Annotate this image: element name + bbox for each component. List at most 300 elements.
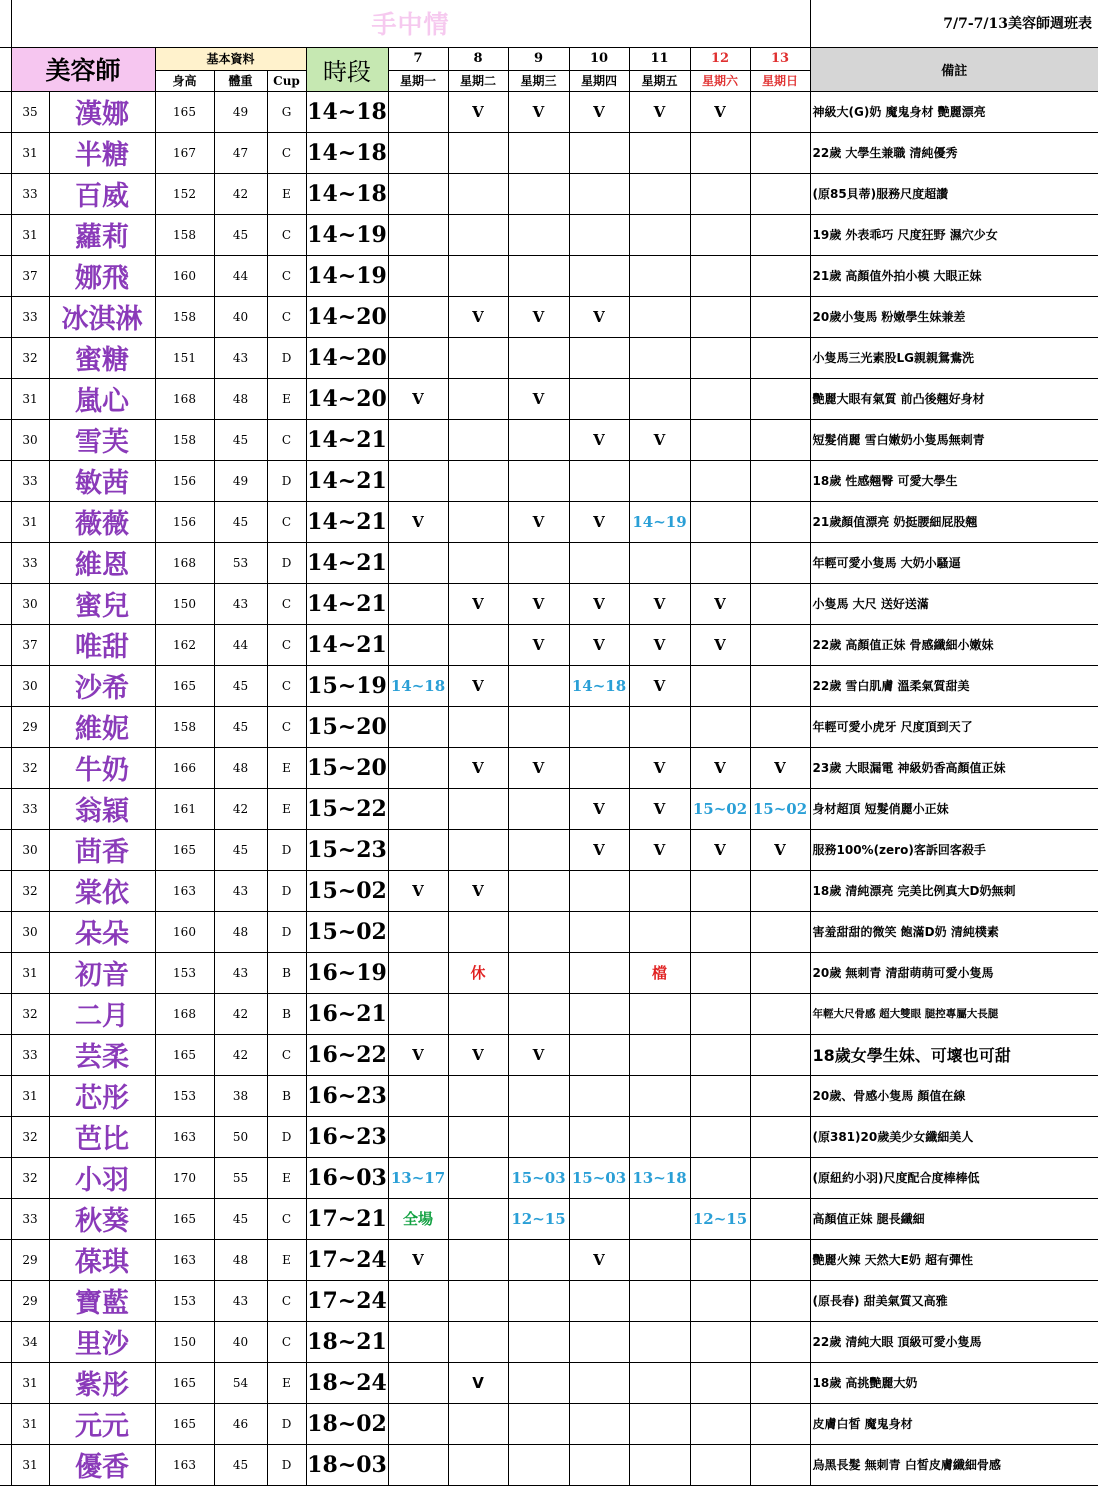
row-margin [0, 665, 11, 706]
height-cell: 170 [155, 1157, 214, 1198]
note-cell: 神級大(G)奶 魔鬼身材 艷麗漂亮 [810, 91, 1098, 132]
header-date-4: 11 [629, 47, 690, 70]
age-cell: 30 [11, 419, 49, 460]
table-row [0, 706, 1098, 747]
schedule-cell-day-4: 13~18 [629, 1157, 690, 1198]
schedule-cell-day-6 [750, 1239, 810, 1280]
weight-cell: 42 [214, 173, 267, 214]
schedule-cell-day-1 [448, 214, 508, 255]
row-margin [0, 91, 11, 132]
table-row [0, 993, 1098, 1034]
schedule-cell-day-2 [508, 337, 569, 378]
beautician-name: 牛奶 [49, 747, 155, 788]
height-cell: 165 [155, 1362, 214, 1403]
schedule-cell-day-5 [690, 337, 750, 378]
schedule-cell-day-1 [448, 1239, 508, 1280]
age-cell: 32 [11, 1116, 49, 1157]
table-row [0, 501, 1098, 542]
schedule-cell-day-1 [448, 1280, 508, 1321]
header-notes: 備註 [810, 47, 1098, 91]
weight-cell: 49 [214, 460, 267, 501]
schedule-cell-day-6 [750, 1157, 810, 1198]
age-cell: 31 [11, 1403, 49, 1444]
note-cell: 20歲 無刺青 清甜萌萌可愛小隻馬 [810, 952, 1098, 993]
header-date-5: 12 [690, 47, 750, 70]
note-cell: 22歲 高顏值正妹 骨感纖細小嫩妹 [810, 624, 1098, 665]
schedule-cell-day-4: V [629, 419, 690, 460]
schedule-cell-day-6: V [750, 829, 810, 870]
age-cell: 31 [11, 1444, 49, 1485]
weight-cell: 49 [214, 91, 267, 132]
age-cell: 30 [11, 583, 49, 624]
schedule-cell-day-1: V [448, 583, 508, 624]
schedule-cell-day-2 [508, 132, 569, 173]
age-cell: 31 [11, 378, 49, 419]
note-cell: (原85貝蒂)服務尺度超讚 [810, 173, 1098, 214]
cup-cell: C [267, 296, 306, 337]
age-cell: 31 [11, 1075, 49, 1116]
beautician-name: 茴香 [49, 829, 155, 870]
schedule-cell-day-5: V [690, 583, 750, 624]
schedule-cell-day-5: 12~15 [690, 1198, 750, 1239]
height-cell: 165 [155, 1034, 214, 1075]
schedule-cell-day-3 [569, 1321, 629, 1362]
age-cell: 37 [11, 255, 49, 296]
schedule-cell-day-3: V [569, 91, 629, 132]
beautician-name: 葆琪 [49, 1239, 155, 1280]
schedule-cell-day-0 [388, 460, 448, 501]
timeslot-cell: 14~19 [306, 255, 388, 296]
schedule-cell-day-5 [690, 1034, 750, 1075]
cup-cell: E [267, 747, 306, 788]
timeslot-cell: 18~02 [306, 1403, 388, 1444]
note-cell: (原381)20歲美少女纖細美人 [810, 1116, 1098, 1157]
row-margin [0, 911, 11, 952]
table-row [0, 1280, 1098, 1321]
header-date-1: 8 [448, 47, 508, 70]
schedule-cell-day-1 [448, 255, 508, 296]
schedule-cell-day-1: 休 [448, 952, 508, 993]
header-weekday-5: 星期六 [690, 70, 750, 91]
table-row [0, 378, 1098, 419]
weight-cell: 42 [214, 788, 267, 829]
schedule-cell-day-1 [448, 1075, 508, 1116]
timeslot-cell: 16~19 [306, 952, 388, 993]
height-cell: 166 [155, 747, 214, 788]
schedule-cell-day-0 [388, 296, 448, 337]
schedule-cell-day-5 [690, 1157, 750, 1198]
row-margin [0, 460, 11, 501]
weight-cell: 48 [214, 747, 267, 788]
schedule-cell-day-2 [508, 993, 569, 1034]
schedule-cell-day-1 [448, 1444, 508, 1485]
timeslot-cell: 14~21 [306, 460, 388, 501]
schedule-cell-day-1 [448, 1403, 508, 1444]
cup-cell: C [267, 132, 306, 173]
height-cell: 156 [155, 460, 214, 501]
table-row [0, 665, 1098, 706]
schedule-cell-day-1: V [448, 91, 508, 132]
timeslot-cell: 14~21 [306, 542, 388, 583]
age-cell: 31 [11, 501, 49, 542]
schedule-cell-day-3 [569, 706, 629, 747]
note-cell: 18歲 性感翹臀 可愛大學生 [810, 460, 1098, 501]
note-cell: 22歲 清純大眼 頂級可愛小隻馬 [810, 1321, 1098, 1362]
schedule-cell-day-3 [569, 870, 629, 911]
schedule-cell-day-4 [629, 1280, 690, 1321]
note-cell: 20歲、骨感小隻馬 顏值在線 [810, 1075, 1098, 1116]
height-cell: 162 [155, 624, 214, 665]
beautician-name: 初音 [49, 952, 155, 993]
schedule-cell-day-2 [508, 1403, 569, 1444]
schedule-cell-day-4 [629, 132, 690, 173]
weight-cell: 48 [214, 911, 267, 952]
age-cell: 33 [11, 460, 49, 501]
schedule-cell-day-6 [750, 378, 810, 419]
age-cell: 30 [11, 829, 49, 870]
schedule-cell-day-3 [569, 337, 629, 378]
cup-cell: D [267, 1403, 306, 1444]
height-cell: 150 [155, 1321, 214, 1362]
height-cell: 168 [155, 993, 214, 1034]
schedule-cell-day-0 [388, 829, 448, 870]
row-margin [0, 1075, 11, 1116]
row-margin [0, 132, 11, 173]
schedule-cell-day-3: V [569, 419, 629, 460]
timeslot-cell: 15~20 [306, 706, 388, 747]
height-cell: 165 [155, 1198, 214, 1239]
timeslot-cell: 14~18 [306, 91, 388, 132]
schedule-cell-day-4: V [629, 665, 690, 706]
schedule-cell-day-3 [569, 993, 629, 1034]
schedule-cell-day-1 [448, 173, 508, 214]
age-cell: 33 [11, 296, 49, 337]
schedule-cell-day-0 [388, 1362, 448, 1403]
age-cell: 32 [11, 747, 49, 788]
cup-cell: G [267, 91, 306, 132]
header-height: 身高 [155, 70, 214, 91]
beautician-name: 薇薇 [49, 501, 155, 542]
schedule-cell-day-4 [629, 706, 690, 747]
beautician-name: 維恩 [49, 542, 155, 583]
week-range: 7/7-7/13美容師週班表 [810, 0, 1098, 47]
cup-cell: C [267, 665, 306, 706]
beautician-name: 紫彤 [49, 1362, 155, 1403]
age-cell: 29 [11, 1239, 49, 1280]
note-cell: 烏黑長髮 無刺青 白皙皮膚纖細骨感 [810, 1444, 1098, 1485]
schedule-cell-day-3 [569, 460, 629, 501]
height-cell: 153 [155, 1075, 214, 1116]
timeslot-cell: 17~24 [306, 1280, 388, 1321]
cup-cell: E [267, 1157, 306, 1198]
schedule-cell-day-1 [448, 624, 508, 665]
schedule-cell-day-0 [388, 624, 448, 665]
schedule-cell-day-6 [750, 1075, 810, 1116]
schedule-cell-day-0 [388, 1321, 448, 1362]
schedule-cell-day-1 [448, 132, 508, 173]
cup-cell: D [267, 829, 306, 870]
table-row [0, 173, 1098, 214]
note-cell: 艷麗大眼有氣質 前凸後翹好身材 [810, 378, 1098, 419]
row-margin [0, 952, 11, 993]
age-cell: 35 [11, 91, 49, 132]
schedule-cell-day-2 [508, 829, 569, 870]
schedule-cell-day-5 [690, 1321, 750, 1362]
schedule-cell-day-5: V [690, 91, 750, 132]
schedule-cell-day-0 [388, 91, 448, 132]
schedule-cell-day-4 [629, 173, 690, 214]
beautician-name: 寶藍 [49, 1280, 155, 1321]
table-row [0, 419, 1098, 460]
schedule-cell-day-6 [750, 1034, 810, 1075]
schedule-cell-day-4: V [629, 624, 690, 665]
schedule-cell-day-5: V [690, 624, 750, 665]
timeslot-cell: 16~23 [306, 1116, 388, 1157]
schedule-cell-day-2 [508, 1075, 569, 1116]
beautician-name: 元元 [49, 1403, 155, 1444]
weight-cell: 45 [214, 665, 267, 706]
age-cell: 30 [11, 911, 49, 952]
schedule-cell-day-0 [388, 788, 448, 829]
cup-cell: C [267, 1321, 306, 1362]
schedule-cell-day-2 [508, 173, 569, 214]
schedule-cell-day-3 [569, 1444, 629, 1485]
schedule-cell-day-4 [629, 378, 690, 419]
schedule-cell-day-2 [508, 706, 569, 747]
weight-cell: 53 [214, 542, 267, 583]
schedule-cell-day-1 [448, 460, 508, 501]
row-margin [0, 296, 11, 337]
note-cell: 23歲 大眼漏電 神級奶香高顏值正妹 [810, 747, 1098, 788]
schedule-cell-day-1: V [448, 665, 508, 706]
schedule-cell-day-2 [508, 214, 569, 255]
row-margin [0, 829, 11, 870]
table-row [0, 870, 1098, 911]
table-row [0, 1239, 1098, 1280]
schedule-cell-day-6 [750, 1403, 810, 1444]
beautician-name: 半糖 [49, 132, 155, 173]
timeslot-cell: 14~20 [306, 337, 388, 378]
height-cell: 160 [155, 911, 214, 952]
cup-cell: C [267, 1198, 306, 1239]
timeslot-cell: 14~19 [306, 214, 388, 255]
cup-cell: C [267, 1280, 306, 1321]
schedule-cell-day-0: V [388, 870, 448, 911]
schedule-cell-day-3: V [569, 296, 629, 337]
schedule-cell-day-4 [629, 1444, 690, 1485]
table-row [0, 1362, 1098, 1403]
schedule-cell-day-4 [629, 1403, 690, 1444]
table-row [0, 296, 1098, 337]
cup-cell: D [267, 870, 306, 911]
schedule-cell-day-6 [750, 337, 810, 378]
schedule-cell-day-4 [629, 542, 690, 583]
beautician-name: 小羽 [49, 1157, 155, 1198]
schedule-cell-day-5: V [690, 829, 750, 870]
schedule-cell-day-6 [750, 911, 810, 952]
schedule-cell-day-4 [629, 993, 690, 1034]
schedule-cell-day-2 [508, 911, 569, 952]
schedule-cell-day-0 [388, 1280, 448, 1321]
schedule-cell-day-6 [750, 993, 810, 1034]
schedule-cell-day-6 [750, 583, 810, 624]
timeslot-cell: 14~21 [306, 419, 388, 460]
table-row [0, 911, 1098, 952]
table-row [0, 132, 1098, 173]
table-row [0, 542, 1098, 583]
note-cell: (原長春) 甜美氣質又高雅 [810, 1280, 1098, 1321]
beautician-name: 雪芙 [49, 419, 155, 460]
schedule-cell-day-6 [750, 255, 810, 296]
weight-cell: 45 [214, 829, 267, 870]
schedule-cell-day-3 [569, 952, 629, 993]
beautician-name: 蜜糖 [49, 337, 155, 378]
cup-cell: B [267, 952, 306, 993]
schedule-cell-day-5 [690, 296, 750, 337]
schedule-cell-day-1 [448, 419, 508, 460]
age-cell: 31 [11, 214, 49, 255]
weight-cell: 45 [214, 1198, 267, 1239]
schedule-cell-day-2: 12~15 [508, 1198, 569, 1239]
cup-cell: D [267, 460, 306, 501]
schedule-cell-day-3 [569, 1116, 629, 1157]
weight-cell: 45 [214, 214, 267, 255]
weight-cell: 48 [214, 378, 267, 419]
weight-cell: 54 [214, 1362, 267, 1403]
header-beautician: 美容師 [11, 47, 155, 91]
timeslot-cell: 17~21 [306, 1198, 388, 1239]
note-cell: 18歲 高挑艷麗大奶 [810, 1362, 1098, 1403]
schedule-cell-day-2: 15~03 [508, 1157, 569, 1198]
height-cell: 158 [155, 706, 214, 747]
age-cell: 29 [11, 706, 49, 747]
age-cell: 33 [11, 173, 49, 214]
timeslot-cell: 15~02 [306, 911, 388, 952]
timeslot-cell: 14~21 [306, 501, 388, 542]
timeslot-cell: 16~03 [306, 1157, 388, 1198]
schedule-cell-day-4 [629, 1321, 690, 1362]
schedule-cell-day-3: V [569, 624, 629, 665]
table-row [0, 788, 1098, 829]
timeslot-cell: 15~22 [306, 788, 388, 829]
table-row [0, 91, 1098, 132]
header-basic-info: 基本資料 [155, 47, 306, 70]
schedule-cell-day-3 [569, 378, 629, 419]
schedule-cell-day-4 [629, 255, 690, 296]
schedule-cell-day-2 [508, 460, 569, 501]
schedule-cell-day-1 [448, 337, 508, 378]
schedule-cell-day-0 [388, 1075, 448, 1116]
schedule-cell-day-5 [690, 214, 750, 255]
schedule-cell-day-5: V [690, 747, 750, 788]
schedule-cell-day-6 [750, 1362, 810, 1403]
schedule-cell-day-2: V [508, 91, 569, 132]
schedule-cell-day-1 [448, 501, 508, 542]
timeslot-cell: 16~21 [306, 993, 388, 1034]
schedule-cell-day-6 [750, 1321, 810, 1362]
table-row [0, 747, 1098, 788]
schedule-cell-day-6 [750, 501, 810, 542]
weight-cell: 42 [214, 993, 267, 1034]
cup-cell: C [267, 624, 306, 665]
row-margin [0, 624, 11, 665]
schedule-cell-day-1 [448, 1157, 508, 1198]
beautician-name: 百威 [49, 173, 155, 214]
height-cell: 153 [155, 1280, 214, 1321]
schedule-cell-day-5 [690, 1403, 750, 1444]
schedule-cell-day-5 [690, 911, 750, 952]
weight-cell: 47 [214, 132, 267, 173]
age-cell: 32 [11, 337, 49, 378]
schedule-cell-day-3: V [569, 1239, 629, 1280]
age-cell: 31 [11, 132, 49, 173]
table-row [0, 952, 1098, 993]
timeslot-cell: 14~20 [306, 378, 388, 419]
schedule-cell-day-4: 14~19 [629, 501, 690, 542]
age-cell: 33 [11, 542, 49, 583]
table-row [0, 214, 1098, 255]
schedule-cell-day-3: 14~18 [569, 665, 629, 706]
schedule-cell-day-1: V [448, 296, 508, 337]
schedule-cell-day-6 [750, 1198, 810, 1239]
table-row [0, 1034, 1098, 1075]
cup-cell: D [267, 1116, 306, 1157]
age-cell: 33 [11, 1034, 49, 1075]
table-row [0, 255, 1098, 296]
height-cell: 151 [155, 337, 214, 378]
schedule-cell-day-2 [508, 952, 569, 993]
schedule-cell-day-6 [750, 624, 810, 665]
row-margin [0, 747, 11, 788]
note-cell: 年輕可愛小隻馬 大奶小騷逼 [810, 542, 1098, 583]
schedule-cell-day-2 [508, 1239, 569, 1280]
beautician-name: 冰淇淋 [49, 296, 155, 337]
cup-cell: C [267, 501, 306, 542]
schedule-cell-day-0 [388, 173, 448, 214]
schedule-cell-day-3 [569, 1198, 629, 1239]
schedule-cell-day-1 [448, 1116, 508, 1157]
schedule-cell-day-5 [690, 378, 750, 419]
height-cell: 152 [155, 173, 214, 214]
schedule-cell-day-5 [690, 419, 750, 460]
note-cell: 20歲小隻馬 粉嫩學生妹兼差 [810, 296, 1098, 337]
table-row [0, 583, 1098, 624]
schedule-cell-day-4 [629, 1034, 690, 1075]
timeslot-cell: 16~22 [306, 1034, 388, 1075]
schedule-cell-day-6 [750, 1280, 810, 1321]
beautician-name: 漢娜 [49, 91, 155, 132]
beautician-name: 棠依 [49, 870, 155, 911]
schedule-cell-day-6 [750, 665, 810, 706]
height-cell: 156 [155, 501, 214, 542]
row-margin [0, 173, 11, 214]
schedule-cell-day-4: V [629, 788, 690, 829]
beautician-name: 嵐心 [49, 378, 155, 419]
schedule-cell-day-3 [569, 747, 629, 788]
row-margin [0, 788, 11, 829]
beautician-name: 敏茜 [49, 460, 155, 501]
beautician-name: 蜜兒 [49, 583, 155, 624]
height-cell: 158 [155, 296, 214, 337]
schedule-cell-day-0 [388, 583, 448, 624]
height-cell: 167 [155, 132, 214, 173]
age-cell: 29 [11, 1280, 49, 1321]
height-cell: 165 [155, 665, 214, 706]
schedule-cell-day-0 [388, 952, 448, 993]
height-cell: 165 [155, 1403, 214, 1444]
schedule-cell-day-0 [388, 993, 448, 1034]
beautician-name: 芭比 [49, 1116, 155, 1157]
